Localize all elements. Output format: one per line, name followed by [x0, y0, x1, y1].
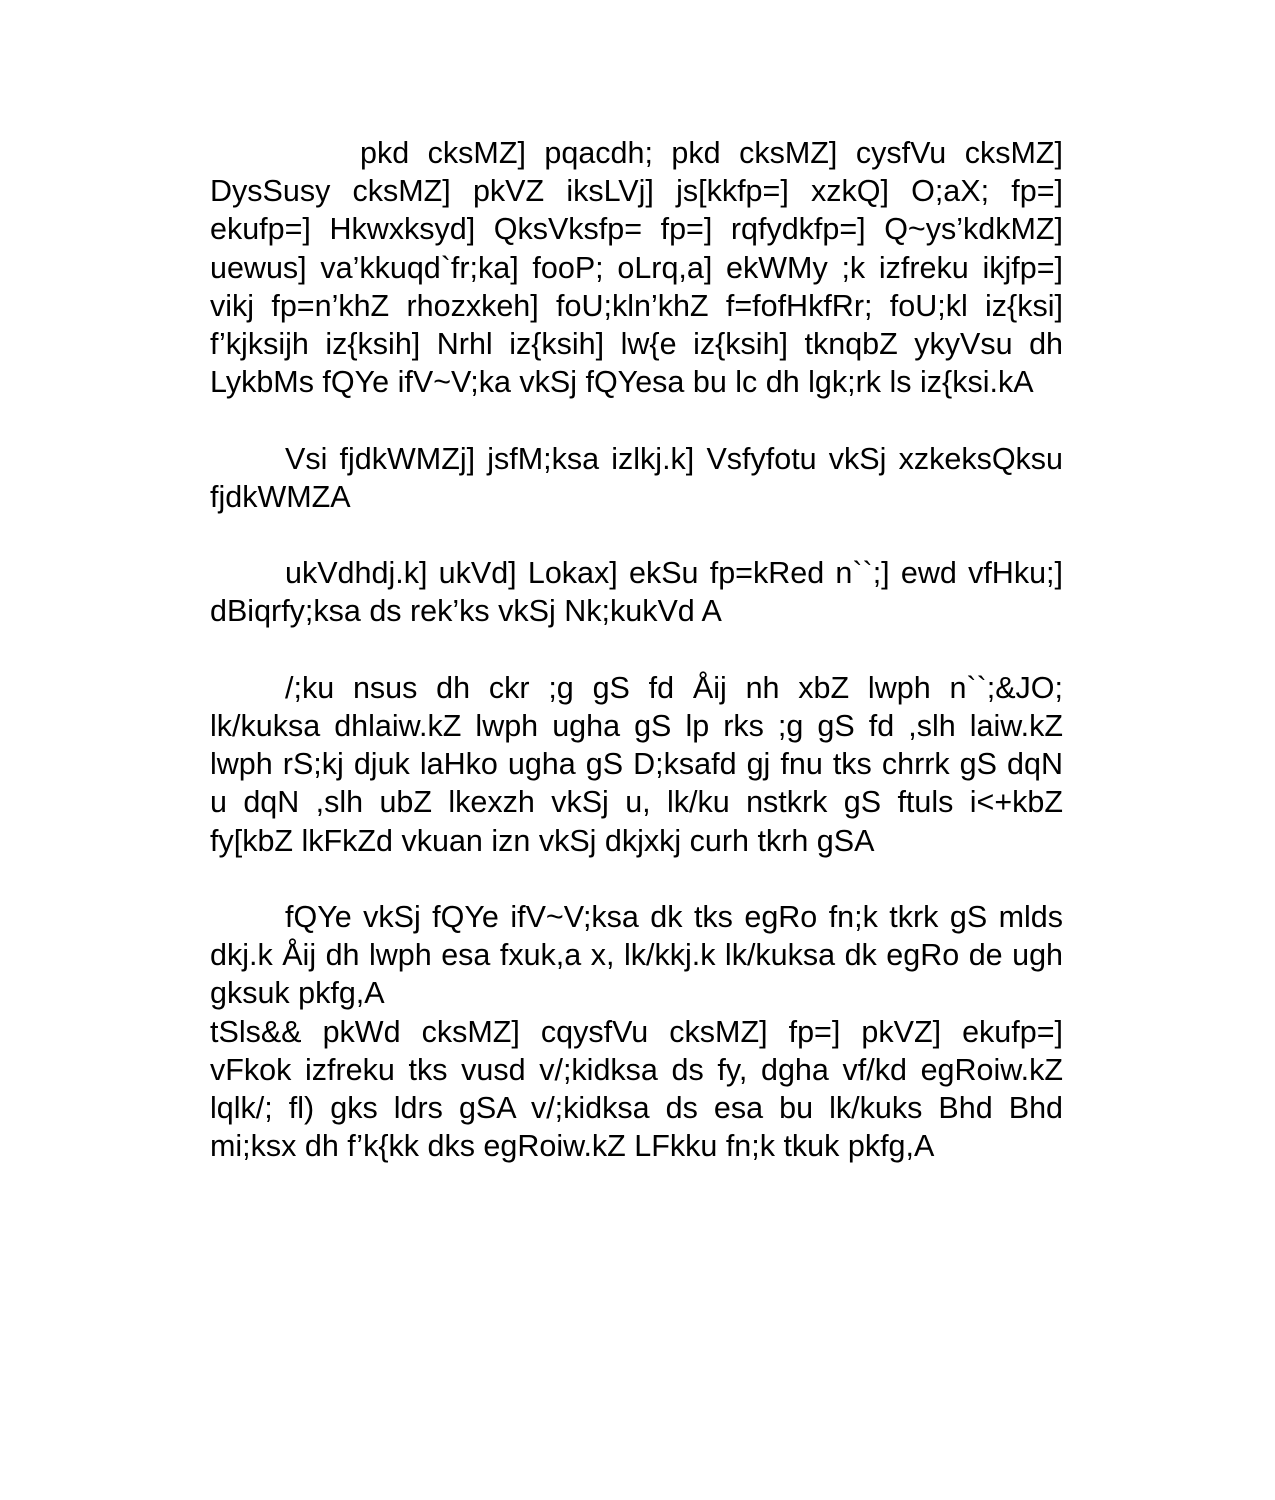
document-page [210, 134, 1063, 1165]
paragraph-3: ukVdhdj.k] ukVd] Lokax] ekSu fp=kRed n``;] ewd vfHku;] dBiqrfy;ksa ds rek’ks vkSj Nk;kukVd A [210, 556, 1063, 629]
paragraph-6: tSls&& pkWd cksMZ] cqysfVu cksMZ] fp=] pkVZ] ekufp=] vFkok izfreku tks vusd v/;kidksa ds fy, dgha vf/kd egRoiw.kZ lqlk/; fl) gks ldrs gSA v/;kidksa ds esa bu lk/kuks Bhd Bhd mi;ksx dh f’k{kk dks egRoiw.kZ LFkku fn;k tkuk pkfg,A [210, 1014, 1063, 1164]
paragraph-5: fQYe vkSj fQYe ifV~V;ksa dk tks egRo fn;k tkrk gS mlds dkj.k Åij dh lwph esa fxuk,a x, lk/kkj.k lk/kuksa dk egRo de ugh gksuk pkfg,A [210, 900, 1063, 1011]
paragraph-1: pkd cksMZ] pqacdh; pkd cksMZ] cysfVu cksMZ] DysSusy cksMZ] pkVZ iksLVj] js[kkfp=] xzkQ] O;aX; fp=] ekufp=] Hkwxksyd] QksVksfp= fp=] rqfydkfp=] Q~ys’kdkMZ] uewus] va’kkuqd`fr;ka] fooP; oLrq,a] ekWMy ;k izfreku ikjfp=] vikj fp=n’khZ rhozxkeh] foU;kln’khZ f=fofHkfRr; foU;kl iz{ksi] f’kjksijh iz{ksih] Nrhl iz{ksih] lw{e iz{ksih] tknqbZ ykyVsu dh LykbMs fQYe ifV~V;ka vkSj fQYesa bu lc dh lgk;rk ls iz{ksi.kA [210, 136, 1063, 400]
paragraph-2: Vsi fjdkWMZj] jsfM;ksa izlkj.k] Vsfyfotu vkSj xzkeksQksu fjdkWMZA [210, 441, 1063, 514]
paragraph-4: /;ku nsus dh ckr ;g gS fd Åij nh xbZ lwph n``;&JO; lk/kuksa dhlaiw.kZ lwph ugha gS lp rks ;g gS fd ,slh laiw.kZ lwph rS;kj djuk laHko ugha gS D;ksafd gj fnu tks chrrk gS dqN u dqN ,slh ubZ lkexzh vkSj u, lk/ku nstkrk gS ftuls i<+kbZ fy[kbZ lkFkZd vkuan izn vkSj dkjxkj curh tkrh gSA [210, 670, 1063, 858]
